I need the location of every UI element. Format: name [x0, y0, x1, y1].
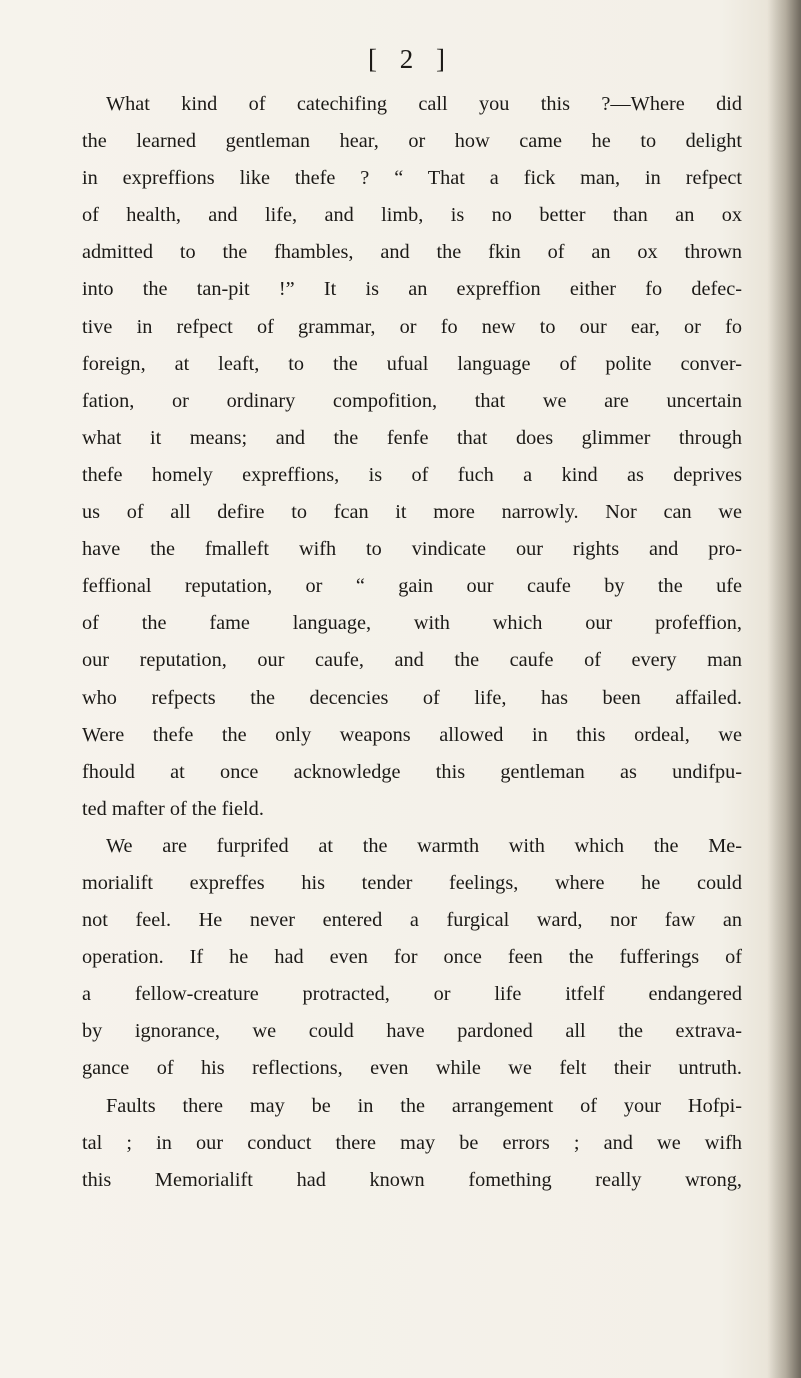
text-line: feffional reputation, or “ gain our caufe by the ufe [82, 575, 742, 598]
text-line: have the fmalleft wifh to vindicate our rights and pro- [82, 538, 742, 561]
text-line: fation, or ordinary compofition, that we are uncertain [82, 389, 742, 412]
text-line: What kind of catechifing call you this ?—Where did [106, 93, 742, 115]
text-line: this Memorialift had known fomething really wrong, [82, 1168, 742, 1191]
body-text [82, 86, 742, 1199]
text-line: tive in refpect of grammar, or fo new to our ear, or fo [82, 315, 742, 338]
text-line: ted mafter of the field. [82, 797, 264, 820]
text-line: a fellow-creature protracted, or life itfelf endangered [82, 983, 742, 1006]
text-line: foreign, at leaft, to the ufual language of polite conver- [82, 352, 742, 375]
page-number: [ 2 ] [368, 44, 453, 74]
text-line: not feel. He never entered a furgical ward, nor faw an [82, 909, 742, 932]
text-line: into the tan-pit !” It is an expreffion either fo defec- [82, 278, 742, 301]
page-edge-shadow [767, 0, 801, 1378]
text-line: of health, and life, and limb, is no better than an ox [82, 204, 742, 227]
text-line: Faults there may be in the arrangement of your Hofpi- [106, 1094, 742, 1117]
text-line: our reputation, our caufe, and the caufe of every man [82, 649, 742, 672]
text-line: operation. If he had even for once feen the fufferings of [82, 946, 742, 969]
text-line: what it means; and the fenfe that does glimmer through [82, 426, 742, 449]
text-line: who refpects the decencies of life, has been affailed. [82, 686, 742, 709]
text-line: Were thefe the only weapons allowed in this ordeal, we [82, 723, 742, 746]
text-line: by ignorance, we could have pardoned all the extrava- [82, 1020, 742, 1043]
text-line: We are furprifed at the warmth with which the Me- [106, 834, 742, 857]
text-line: the learned gentleman hear, or how came he to delight [82, 130, 742, 153]
text-line: us of all defire to fcan it more narrowly. Nor can we [82, 501, 742, 524]
text-line: gance of his reflections, even while we felt their untruth. [82, 1057, 742, 1080]
text-line: of the fame language, with which our profeffion, [82, 612, 742, 635]
text-line: thefe homely expreffions, is of fuch a kind as deprives [82, 463, 742, 486]
text-line: in expreffions like thefe ? “ That a fick man, in refpect [82, 167, 742, 190]
text-line: admitted to the fhambles, and the fkin of an ox thrown [82, 241, 742, 264]
text-line: morialift expreffes his tender feelings, where he could [82, 871, 742, 894]
text-line: tal ; in our conduct there may be errors ; and we wifh [82, 1131, 742, 1154]
text-line: fhould at once acknowledge this gentleman as undifpu- [82, 760, 742, 783]
